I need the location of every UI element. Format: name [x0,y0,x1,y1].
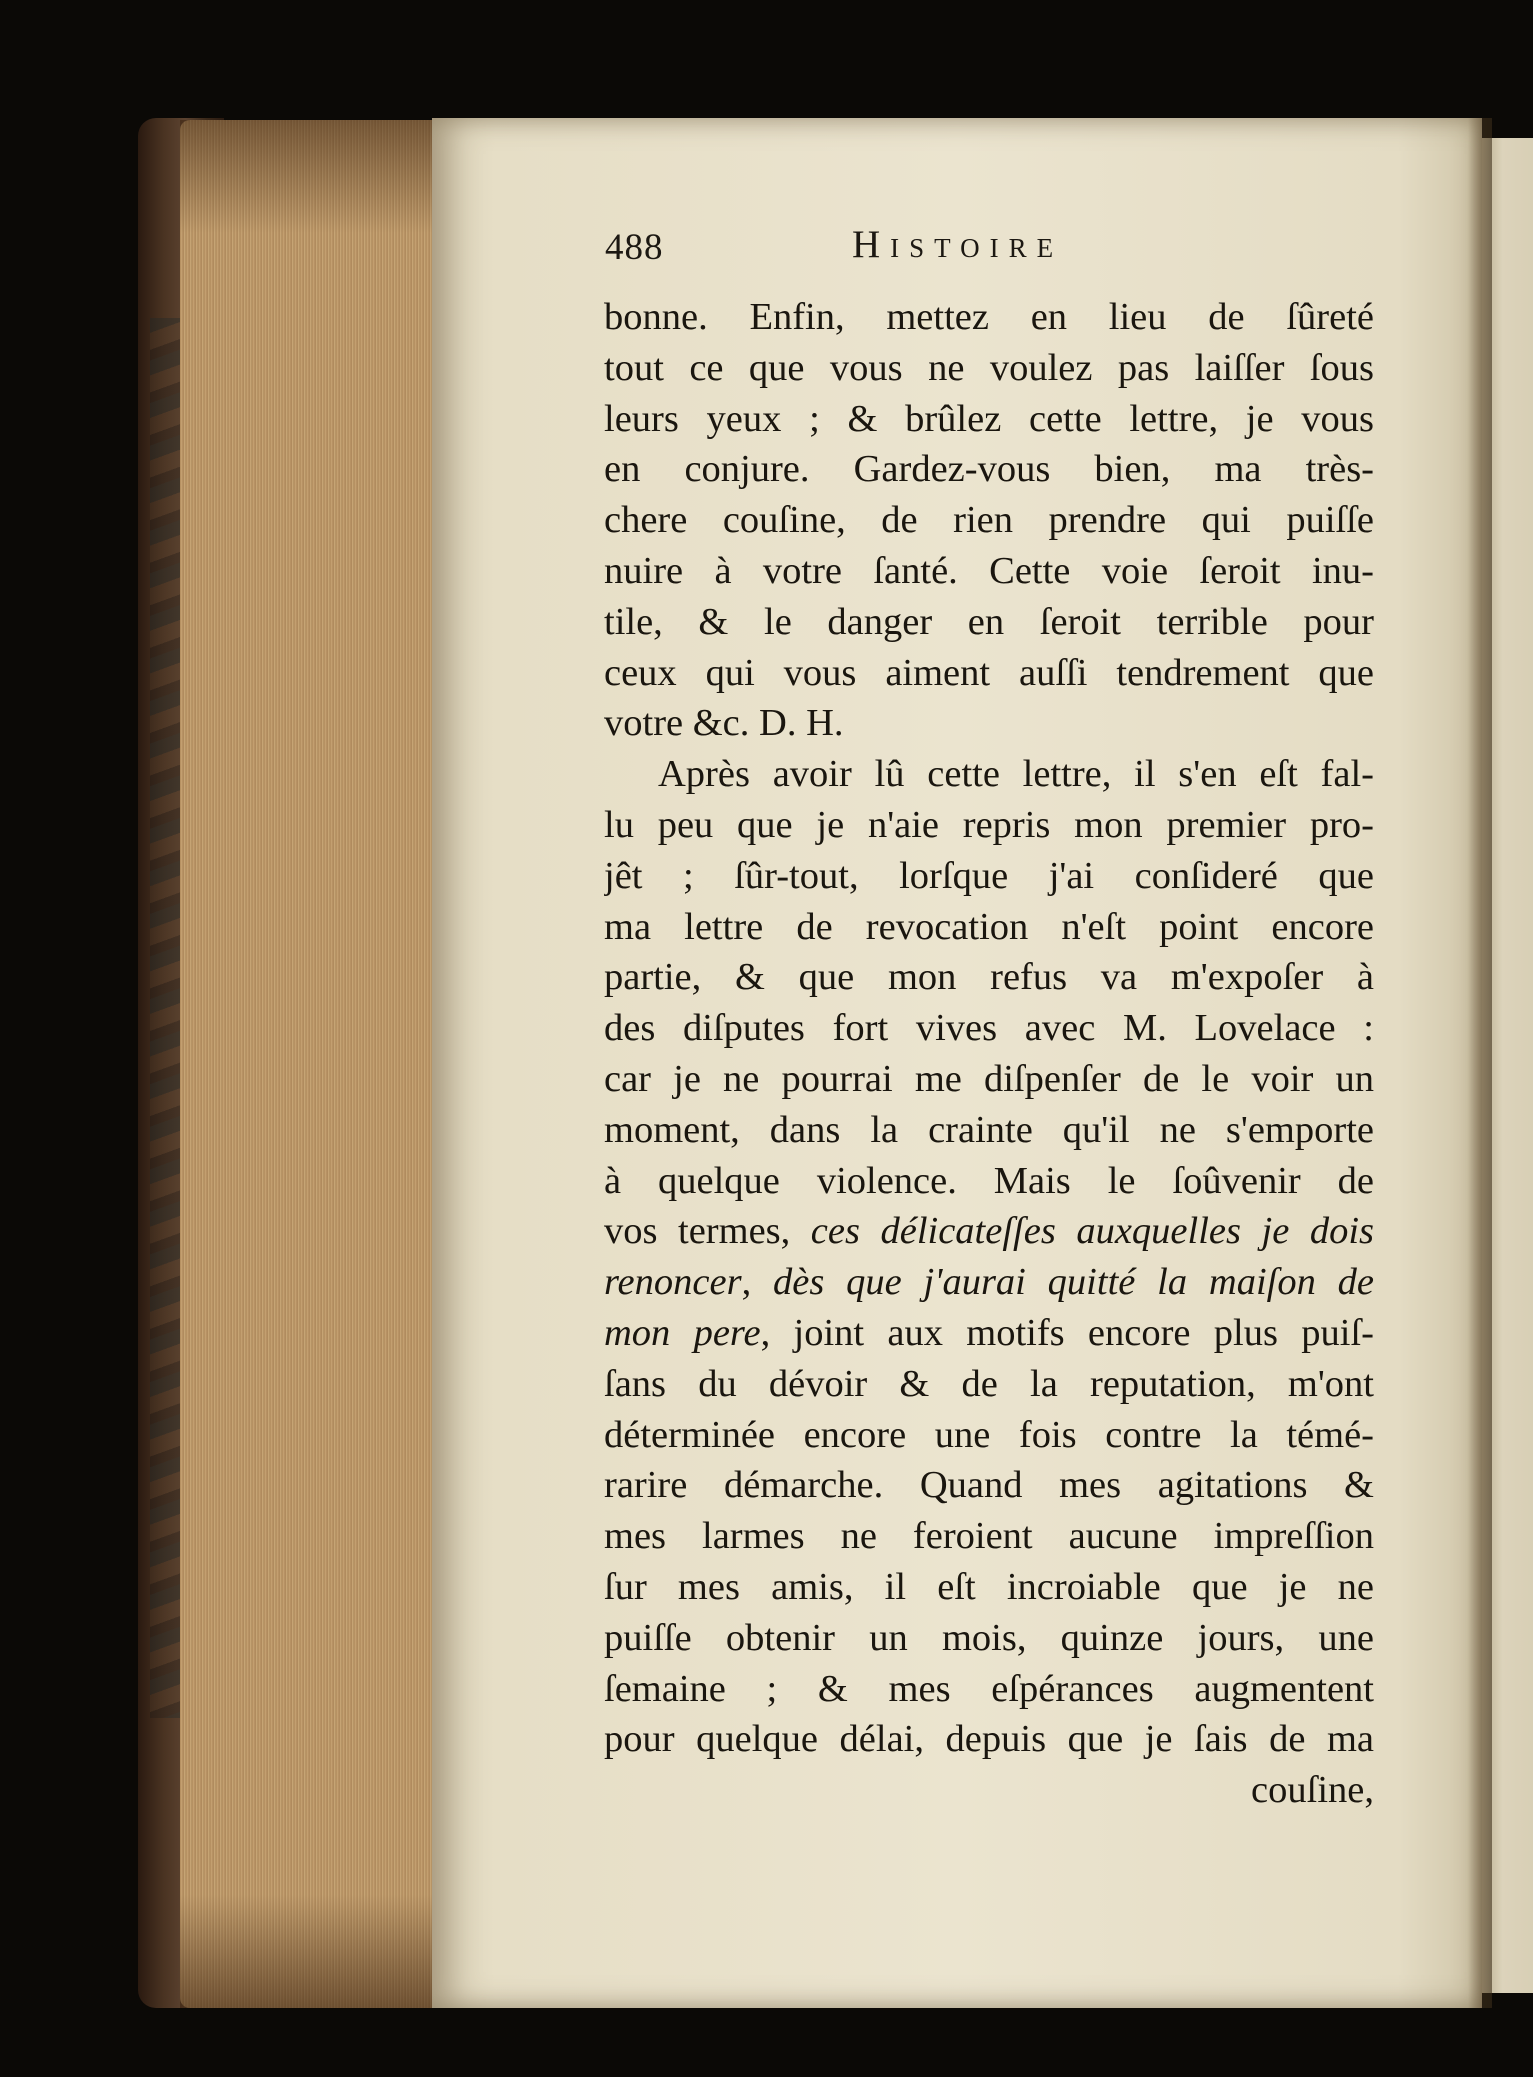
text-line: nuire à votre ſanté. Cette voie ſeroit inu- [604,549,1374,592]
text-line: mon pere, joint aux motifs encore plus puiſ- [604,1311,1374,1354]
text-line: tout ce que vous ne voulez pas laiſſer ſous [604,346,1374,389]
text-line: votre &c. D. H. [604,702,844,745]
text-line: à quelque violence. Mais le ſoûvenir de [604,1159,1374,1202]
body-text [604,292,1374,1816]
gutter-shadow [1468,118,1492,2008]
italic-quote: renoncer [604,1261,742,1304]
text-line: renoncer, dès que j'aurai quitté la maiſon de [604,1261,1374,1304]
text-line: déterminée encore une fois contre la témé- [604,1413,1374,1456]
text-line: leurs yeux ; & brûlez cette lettre, je vous [604,397,1374,440]
page-number: 488 [605,227,664,268]
text-line: mes larmes ne feroient aucune impreſſion [604,1515,1374,1558]
text-line: rarire démarche. Quand mes agitations & [604,1464,1374,1507]
page-edges [180,120,442,2008]
catchword: couſine, [1251,1769,1374,1812]
text-line: bonne. Enfin, mettez en lieu de ſûreté [604,296,1374,338]
running-title: Histoire [852,223,1064,266]
text-line: des diſputes fort vives avec M. Lovelace : [604,1007,1374,1050]
text-line: jêt ; ſûr-tout, lorſque j'ai conſideré que [604,854,1374,897]
text-line: chere couſine, de rien prendre qui puiſſe [604,499,1374,542]
text-line: partie, & que mon refus va m'expoſer à [604,956,1374,999]
text-line: ma lettre de revocation n'eſt point encore [604,905,1374,948]
text-line: pour quelque délai, depuis que je ſais de ma [604,1718,1374,1761]
text-line: ſemaine ; & mes eſpérances augmentent [604,1667,1374,1710]
text-line: vos termes, ces délicateſſes auxquelles je dois [604,1210,1374,1253]
italic-quote: dès que j'aurai quitté la maiſon de [773,1261,1374,1304]
text-line: en conjure. Gardez-vous bien, ma très- [604,448,1374,491]
text-line: puiſſe obtenir un mois, quinze jours, une [604,1616,1374,1659]
text-line: car je ne pourrai me diſpenſer de le voir un [604,1057,1374,1100]
text-line: ceux qui vous aiment auſſi tendrement que [604,651,1374,694]
text-line: lu peu que je n'aie repris mon premier pro- [604,803,1374,846]
text-line: tile, & le danger en ſeroit terrible pour [604,600,1374,643]
italic-quote: ces délicateſſes auxquelles je dois [810,1210,1374,1253]
running-head [605,222,1335,282]
italic-quote: mon pere [604,1311,761,1354]
text-line: moment, dans la crainte qu'il ne s'emporte [604,1108,1374,1151]
text-line: ſur mes amis, il eſt incroiable que je ne [604,1565,1374,1608]
text-line: ſans du dévoir & de la reputation, m'ont [604,1362,1374,1405]
paragraph-start-line: Après avoir lû cette lettre, il s'en eſt fal- [658,753,1374,796]
